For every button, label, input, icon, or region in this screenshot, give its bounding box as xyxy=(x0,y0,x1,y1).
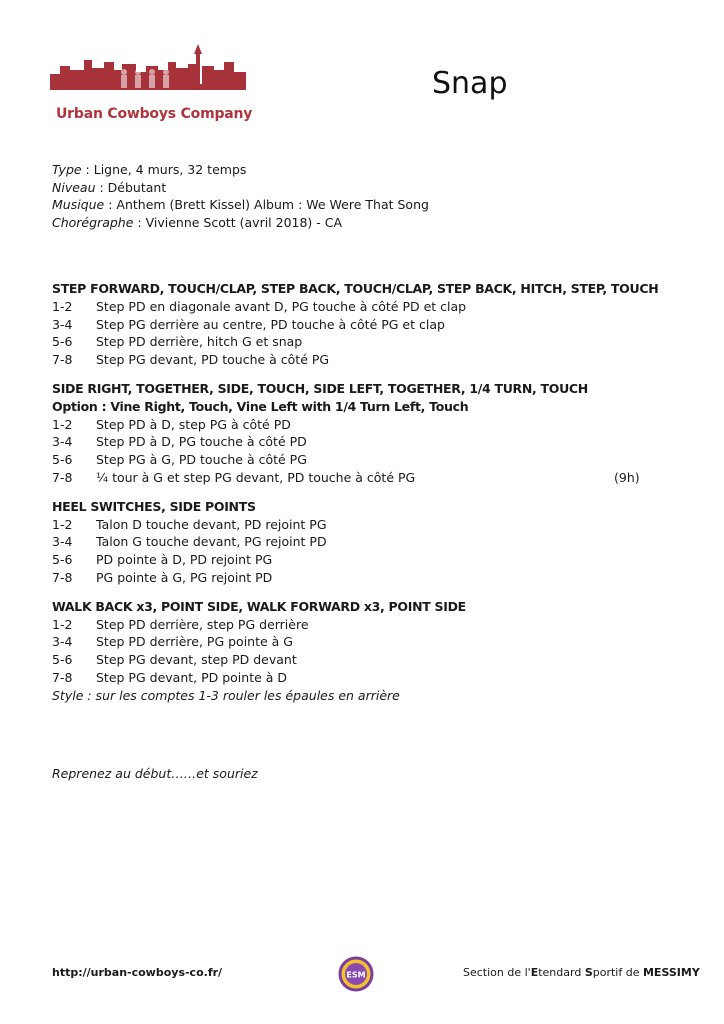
step-description: ¼ tour à G et step PG devant, PD touche à côté PG xyxy=(96,469,416,485)
section xyxy=(52,380,672,487)
footer-city: MESSIMY xyxy=(642,966,700,979)
step-description: Step PD en diagonale avant D, PG touche à côté PD et clap xyxy=(96,298,467,314)
step-row xyxy=(52,516,672,534)
step-description: PG pointe à G, PG rejoint PD xyxy=(96,569,273,585)
step-row xyxy=(52,469,672,487)
step-count: 5-6 xyxy=(52,452,73,468)
section-heading: STEP FORWARD, TOUCH/CLAP, STEP BACK, TOUCH/CLAP, STEP BACK, HITCH, STEP, TOUCH xyxy=(52,281,659,296)
step-row xyxy=(52,416,672,434)
meta-music-value: : Anthem (Brett Kissel) Album : We Were That Song xyxy=(104,197,429,213)
step-row xyxy=(52,433,672,451)
meta-level-value: : Débutant xyxy=(95,179,167,195)
style-note: Style : sur les comptes 1-3 rouler les épaules en arrière xyxy=(52,687,400,703)
step-description: Step PD derrière, PG pointe à G xyxy=(96,634,293,650)
step-description: Step PD derrière, step PG derrière xyxy=(96,616,309,632)
meta-choreographer xyxy=(52,214,429,232)
step-count: 7-8 xyxy=(52,352,73,368)
footer-part: E xyxy=(530,966,539,979)
step-count: 5-6 xyxy=(52,334,73,350)
section-heading: HEEL SWITCHES, SIDE POINTS xyxy=(52,498,256,514)
step-description: Step PG à G, PD touche à côté PG xyxy=(96,452,307,468)
section xyxy=(52,280,672,369)
step-row xyxy=(52,351,672,369)
meta-choreo-value: : Vivienne Scott (avril 2018) - CA xyxy=(133,214,343,230)
footer-part: tendard xyxy=(538,966,585,979)
footer-website-link[interactable]: http://urban-cowboys-co.fr/ xyxy=(52,966,223,979)
step-sheet xyxy=(52,280,672,716)
meta-choreo-label: Chorégraphe xyxy=(52,214,134,230)
step-description: Step PG devant, PD pointe à D xyxy=(96,669,288,685)
footer-part: S xyxy=(584,966,593,979)
step-count: 3-4 xyxy=(52,534,73,550)
badge-text: ESM xyxy=(346,970,366,980)
meta-music-label: Musique xyxy=(52,197,105,213)
step-row xyxy=(52,651,672,669)
step-description: Talon D touche devant, PD rejoint PG xyxy=(96,516,327,532)
meta-level-label: Niveau xyxy=(52,179,96,195)
step-row xyxy=(52,569,672,587)
step-description: Step PD à D, step PG à côté PD xyxy=(96,416,291,432)
step-count: 7-8 xyxy=(52,569,73,585)
section-heading: SIDE RIGHT, TOGETHER, SIDE, TOUCH, SIDE LEFT, TOGETHER, 1/4 TURN, TOUCH xyxy=(52,380,588,396)
esm-club-badge-icon xyxy=(338,956,374,992)
step-description: Step PD derrière, hitch G et snap xyxy=(96,334,303,350)
step-count: 7-8 xyxy=(52,469,73,485)
meta-type-value: : Ligne, 4 murs, 32 temps xyxy=(81,162,247,177)
step-count: 5-6 xyxy=(52,652,73,668)
section xyxy=(52,498,672,587)
step-count: 1-2 xyxy=(52,298,73,314)
wall-direction: (9h) xyxy=(614,469,640,485)
meta-type-label: Type xyxy=(52,162,82,177)
step-row xyxy=(52,616,672,634)
footer-part: Section de l' xyxy=(463,966,531,979)
meta-level xyxy=(52,179,429,197)
step-row xyxy=(52,669,672,687)
company-logo xyxy=(46,44,252,126)
step-row xyxy=(52,298,672,316)
step-count: 1-2 xyxy=(52,516,73,532)
section-option: Option : Vine Right, Touch, Vine Left with 1/4 Turn Left, Touch xyxy=(52,398,469,414)
meta-music xyxy=(52,196,429,214)
city-skyline-cowboys-logo-icon xyxy=(46,44,252,104)
step-description: PD pointe à D, PD rejoint PG xyxy=(96,552,273,568)
step-row xyxy=(52,533,672,551)
step-row xyxy=(52,551,672,569)
step-count: 3-4 xyxy=(52,434,73,450)
dance-title: Snap xyxy=(432,66,508,101)
meta-type xyxy=(52,161,429,179)
footer-part: portif de xyxy=(592,966,643,979)
step-description: Step PD à D, PG touche à côté PD xyxy=(96,434,307,450)
step-row xyxy=(52,316,672,334)
step-row xyxy=(52,333,672,351)
step-row xyxy=(52,451,672,469)
section-heading: WALK BACK x3, POINT SIDE, WALK FORWARD x3, POINT SIDE xyxy=(52,598,466,614)
step-count: 3-4 xyxy=(52,316,73,332)
footer-club-name xyxy=(463,966,700,979)
outro-text: Reprenez au début……et souriez xyxy=(52,766,258,781)
dance-metadata xyxy=(52,161,429,231)
company-name: Urban Cowboys Company xyxy=(56,106,253,122)
step-description: Step PG derrière au centre, PD touche à côté PG et clap xyxy=(96,316,445,332)
step-description: Step PG devant, step PD devant xyxy=(96,652,297,668)
step-count: 1-2 xyxy=(52,616,73,632)
step-description: Talon G touche devant, PG rejoint PD xyxy=(96,534,327,550)
step-count: 7-8 xyxy=(52,669,73,685)
step-description: Step PG devant, PD touche à côté PG xyxy=(96,352,330,368)
step-row xyxy=(52,633,672,651)
step-count: 1-2 xyxy=(52,416,73,432)
step-count: 3-4 xyxy=(52,634,73,650)
section xyxy=(52,598,672,705)
step-count: 5-6 xyxy=(52,552,73,568)
